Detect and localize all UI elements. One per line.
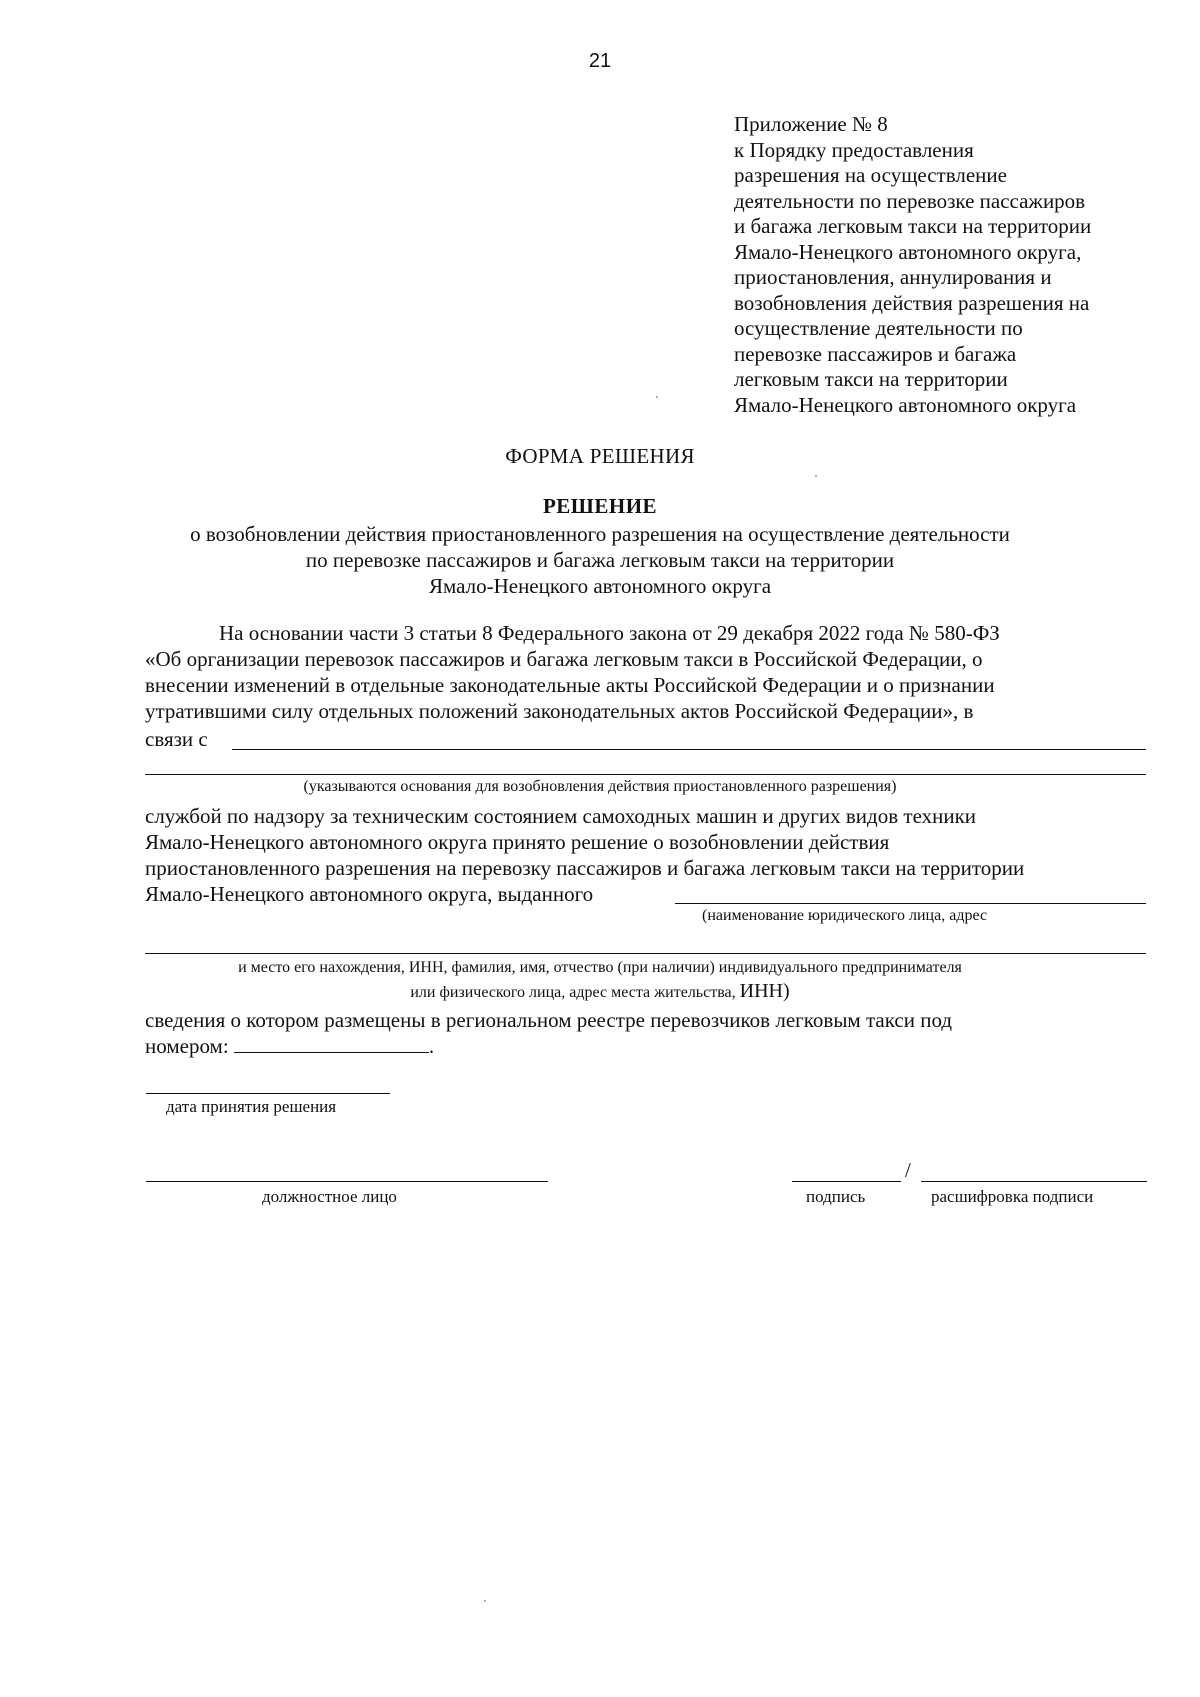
decision-subtitle-line: о возобновлении действия приостановленного разрешения на осуществление деятельности	[190, 522, 1010, 546]
registry-number-field[interactable]	[234, 1038, 429, 1053]
issued-to-label: Ямало-Ненецкого автономного округа, выданного	[145, 882, 594, 906]
decision-line: приостановленного разрешения на перевозку пассажиров и багажа легковым такси на территории	[145, 856, 1025, 880]
registry-line: сведения о котором размещены в региональном реестре перевозчиков легковым такси под	[145, 1008, 953, 1032]
decision-subtitle-line: по перевозке пассажиров и багажа легковым такси на территории	[305, 548, 895, 572]
issued-hint-3	[0, 980, 1200, 1004]
decision-date-caption: дата принятия решения	[166, 1097, 337, 1116]
issued-to-blank-line[interactable]	[675, 903, 1146, 904]
scan-speck	[656, 396, 658, 398]
basis-line: «Об организации перевозок пассажиров и багажа легковым такси в Российской Федерации, о	[145, 647, 983, 671]
basis-line: утратившими силу отдельных положений законодательных актов Российской Федерации», в	[145, 699, 974, 723]
reason-blank-line[interactable]	[232, 749, 1146, 750]
appendix-line: Ямало-Ненецкого автономного округа,	[734, 239, 1082, 264]
registry-number-line	[145, 1033, 1147, 1059]
appendix-line: Ямало-Ненецкого автономного округа	[734, 392, 1077, 417]
registry-paragraph	[145, 1007, 1147, 1059]
scan-speck	[815, 475, 817, 477]
decryption-line[interactable]	[921, 1181, 1147, 1182]
registry-number-label: номером:	[145, 1034, 229, 1058]
signature-line[interactable]	[792, 1181, 901, 1182]
reason-hint: (указываются основания для возобновления действия приостановленного разрешения)	[303, 778, 897, 795]
registry-number-end: .	[428, 1034, 435, 1058]
basis-paragraph	[145, 620, 1147, 724]
decision-subtitle-line: Ямало-Ненецкого автономного округа	[428, 574, 772, 598]
appendix-line: осуществление деятельности по	[734, 316, 1023, 340]
issued-hint-1: (наименование юридического лица, адрес	[702, 907, 988, 924]
appendix-line: разрешения на осуществление	[734, 163, 1007, 187]
reason-blank-line-2[interactable]	[145, 774, 1146, 775]
in-connection-label: связи с	[145, 727, 208, 751]
appendix-line: перевозке пассажиров и багажа	[734, 341, 1017, 366]
issued-hint-3b: ИНН)	[739, 980, 790, 1002]
decision-title: РЕШЕНИЕ	[542, 494, 658, 518]
issued-to-blank-line-2[interactable]	[145, 953, 1146, 954]
decision-line: Ямало-Ненецкого автономного округа принято решение о возобновлении действия	[145, 830, 890, 854]
signature-caption: подпись	[806, 1187, 866, 1206]
decision-paragraph	[145, 803, 1147, 907]
issued-hint-2: и место его нахождения, ИНН, фамилия, имя, отчество (при наличии) индивидуального предпринимателя	[238, 959, 962, 976]
page-number: 21	[588, 50, 612, 72]
official-line[interactable]	[146, 1181, 548, 1182]
decryption-caption: расшифровка подписи	[931, 1187, 1094, 1206]
decision-subtitle	[0, 521, 1200, 599]
issued-hint-3a: или физического лица, адрес места жительства,	[410, 984, 736, 1001]
appendix-line: легковым такси на территории	[734, 367, 1008, 391]
appendix-line: к Порядку предоставления	[734, 137, 974, 162]
signature-separator: /	[905, 1158, 911, 1182]
appendix-reference	[734, 112, 1174, 418]
official-caption: должностное лицо	[262, 1187, 397, 1206]
scan-speck	[484, 1600, 486, 1602]
form-heading: ФОРМА РЕШЕНИЯ	[505, 444, 695, 468]
appendix-line: возобновления действия разрешения на	[734, 290, 1090, 315]
decision-date-line[interactable]	[146, 1093, 390, 1094]
appendix-line: Приложение № 8	[734, 112, 888, 136]
appendix-line: деятельности по перевозке пассажиров	[734, 188, 1086, 213]
basis-line: На основании части 3 статьи 8 Федерального закона от 29 декабря 2022 года № 580-ФЗ	[219, 621, 1000, 645]
decision-line: службой по надзору за техническим состоянием самоходных машин и других видов техники	[145, 804, 977, 828]
basis-line: внесении изменений в отдельные законодательные акты Российской Федерации и о признании	[145, 673, 995, 697]
appendix-line: и багажа легковым такси на территории	[734, 214, 1092, 238]
appendix-line: приостановления, аннулирования и	[734, 265, 1052, 289]
